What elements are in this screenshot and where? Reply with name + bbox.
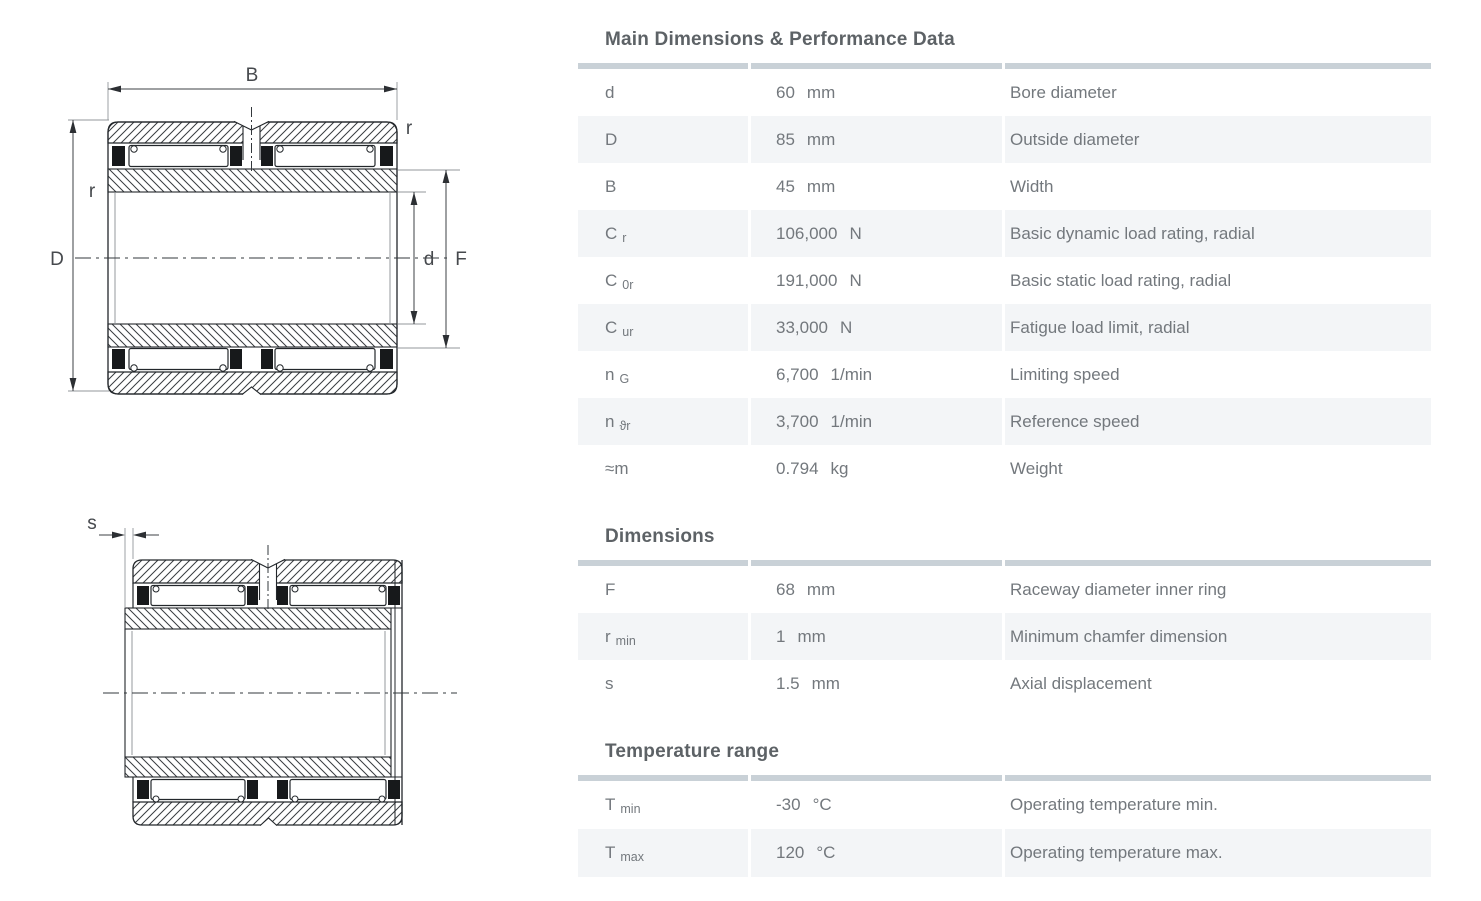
- seal-block: [380, 146, 393, 166]
- desc-text: Operating temperature min.: [1010, 795, 1218, 814]
- value-number: 106,000: [776, 223, 838, 243]
- value-unit: N: [849, 270, 862, 290]
- seal-block: [388, 780, 400, 799]
- section-title: Dimensions: [605, 526, 715, 547]
- param-cell: [578, 660, 748, 707]
- spec-table: [578, 566, 1431, 707]
- desc-cell: [1005, 445, 1431, 492]
- value-number: 85: [776, 129, 795, 149]
- seal-block: [261, 146, 273, 166]
- table-row: [578, 210, 1431, 257]
- seal-block: [261, 349, 273, 369]
- value-number: 191,000: [776, 270, 838, 290]
- desc-text: Width: [1010, 176, 1054, 196]
- value-number: -30: [776, 795, 801, 814]
- param-symbol: d: [605, 82, 615, 102]
- param-cell: [578, 69, 748, 116]
- needle-roller: [129, 349, 228, 370]
- dimension-label-r-left: r: [88, 181, 96, 202]
- section-title: Main Dimensions & Performance Data: [605, 29, 955, 50]
- value-cell: [751, 829, 1002, 877]
- needle-roller: [275, 146, 375, 167]
- desc-text: Basic static load rating, radial: [1010, 270, 1232, 290]
- needle-roller: [290, 780, 386, 800]
- value-cell: [751, 163, 1002, 210]
- desc-cell: [1005, 351, 1431, 398]
- value-cell: [751, 116, 1002, 163]
- desc-text: Weight: [1010, 458, 1063, 478]
- table-row: [578, 163, 1431, 210]
- desc-cell: [1005, 210, 1431, 257]
- section-main-dimensions: [578, 29, 1431, 492]
- dimension-label-d: d: [423, 249, 435, 270]
- param-symbol: n: [605, 364, 615, 384]
- table-row: [578, 566, 1431, 613]
- value-unit: mm: [806, 176, 836, 196]
- param-subscript: G: [619, 371, 630, 386]
- desc-cell: [1005, 613, 1431, 660]
- table-row: [578, 69, 1431, 116]
- param-symbol: n: [605, 411, 615, 431]
- table-row: [578, 257, 1431, 304]
- section-temperature-range: [578, 741, 1431, 877]
- value-number: 60: [776, 82, 795, 102]
- seal-block: [277, 586, 288, 605]
- seal-block: [230, 146, 242, 166]
- param-symbol: s: [605, 673, 614, 693]
- spec-panel: [578, 0, 1431, 877]
- section-dimensions: [578, 526, 1431, 707]
- param-cell: [578, 566, 748, 613]
- value-number: 6,700: [776, 364, 819, 384]
- needle-roller: [290, 586, 386, 606]
- desc-text: Raceway diameter inner ring: [1010, 579, 1227, 599]
- value-unit: 1/min: [830, 364, 873, 384]
- spec-table: [578, 781, 1431, 877]
- table-row: [578, 613, 1431, 660]
- param-subscript: min: [615, 633, 636, 648]
- table-row: [578, 116, 1431, 163]
- needle-roller: [129, 146, 228, 167]
- param-symbol: ≈m: [605, 458, 629, 478]
- param-symbol: T: [605, 795, 616, 814]
- desc-cell: [1005, 257, 1431, 304]
- param-subscript: 0r: [622, 277, 634, 292]
- seal-block: [388, 586, 400, 605]
- param-cell: [578, 304, 748, 351]
- seal-block: [380, 349, 393, 369]
- param-cell: [578, 257, 748, 304]
- value-cell: [751, 351, 1002, 398]
- value-cell: [751, 69, 1002, 116]
- value-unit: mm: [806, 129, 836, 149]
- value-unit: kg: [830, 458, 849, 478]
- param-symbol: D: [605, 129, 618, 149]
- param-subscript: ϑr: [619, 418, 631, 433]
- value-number: 3,700: [776, 411, 819, 431]
- dimension-label-D: D: [50, 249, 64, 270]
- param-subscript: r: [622, 230, 627, 245]
- desc-text: Operating temperature max.: [1010, 843, 1223, 862]
- table-row: [578, 445, 1431, 492]
- seal-block: [137, 586, 149, 605]
- value-cell: [751, 781, 1002, 829]
- value-unit: mm: [797, 626, 826, 646]
- seal-block: [277, 780, 288, 799]
- value-unit: °C: [812, 795, 832, 814]
- dimension-label-s: s: [87, 513, 97, 534]
- section-title: Temperature range: [605, 741, 780, 762]
- needle-roller: [151, 586, 245, 606]
- param-symbol: C: [605, 223, 618, 243]
- param-cell: [578, 781, 748, 829]
- dimension-label-B: B: [245, 65, 259, 86]
- param-symbol: r: [605, 626, 611, 646]
- param-cell: [578, 116, 748, 163]
- value-cell: [751, 304, 1002, 351]
- desc-text: Bore diameter: [1010, 82, 1117, 102]
- inner-ring-bottom: [125, 757, 391, 777]
- param-symbol: C: [605, 317, 618, 337]
- value-number: 68: [776, 579, 795, 599]
- value-unit: 1/min: [830, 411, 873, 431]
- value-number: 33,000: [776, 317, 828, 337]
- value-cell: [751, 566, 1002, 613]
- desc-cell: [1005, 69, 1431, 116]
- desc-text: Limiting speed: [1010, 364, 1120, 384]
- value-unit: mm: [806, 82, 836, 102]
- table-row: [578, 351, 1431, 398]
- param-cell: [578, 829, 748, 877]
- seal-block: [230, 349, 242, 369]
- dimension-label-r-right: r: [405, 118, 413, 139]
- param-cell: [578, 398, 748, 445]
- value-unit: mm: [806, 579, 836, 599]
- seal-block: [112, 146, 125, 166]
- param-subscript: max: [620, 850, 645, 864]
- desc-text: Axial displacement: [1010, 673, 1152, 693]
- seal-block: [247, 780, 258, 799]
- value-unit: N: [849, 223, 862, 243]
- dimension-label-F: F: [455, 249, 467, 270]
- inner-ring-top: [108, 169, 397, 192]
- param-subscript: min: [620, 802, 641, 816]
- seal-block: [112, 349, 125, 369]
- param-cell: [578, 445, 748, 492]
- value-unit: N: [840, 317, 853, 337]
- param-cell: [578, 351, 748, 398]
- table-row: [578, 398, 1431, 445]
- value-number: 0.794: [776, 458, 819, 478]
- inner-ring-top: [125, 608, 391, 629]
- desc-cell: [1005, 163, 1431, 210]
- bearing-cross-section-drawing: [30, 50, 480, 420]
- desc-text: Outside diameter: [1010, 129, 1140, 149]
- value-number: 45: [776, 176, 795, 196]
- desc-text: Basic dynamic load rating, radial: [1010, 223, 1255, 243]
- value-number: 120: [776, 843, 805, 862]
- value-cell: [751, 445, 1002, 492]
- desc-cell: [1005, 781, 1431, 829]
- value-number: 1.5: [776, 673, 800, 693]
- value-cell: [751, 210, 1002, 257]
- table-row: [578, 781, 1431, 829]
- param-cell: [578, 163, 748, 210]
- seal-block: [137, 780, 149, 799]
- value-number: 1: [776, 626, 786, 646]
- desc-cell: [1005, 660, 1431, 707]
- desc-cell: [1005, 398, 1431, 445]
- inner-ring-bottom: [108, 324, 397, 347]
- value-unit: °C: [816, 843, 836, 862]
- param-subscript: ur: [622, 324, 634, 339]
- needle-roller: [275, 349, 375, 370]
- table-row: [578, 660, 1431, 707]
- seal-block: [247, 586, 258, 605]
- param-symbol: T: [605, 843, 616, 862]
- value-cell: [751, 257, 1002, 304]
- param-symbol: C: [605, 270, 618, 290]
- desc-cell: [1005, 829, 1431, 877]
- desc-text: Reference speed: [1010, 411, 1140, 431]
- param-cell: [578, 613, 748, 660]
- desc-cell: [1005, 566, 1431, 613]
- bearing-displacement-drawing: [55, 495, 485, 855]
- param-symbol: F: [605, 579, 616, 599]
- value-unit: mm: [811, 673, 840, 693]
- param-symbol: B: [605, 176, 617, 196]
- table-row: [578, 304, 1431, 351]
- value-cell: [751, 660, 1002, 707]
- desc-cell: [1005, 116, 1431, 163]
- desc-text: Minimum chamfer dimension: [1010, 626, 1228, 646]
- param-cell: [578, 210, 748, 257]
- desc-text: Fatigue load limit, radial: [1010, 317, 1190, 337]
- value-cell: [751, 613, 1002, 660]
- table-row: [578, 829, 1431, 877]
- spec-table: [578, 69, 1431, 492]
- needle-roller: [151, 780, 245, 800]
- value-cell: [751, 398, 1002, 445]
- desc-cell: [1005, 304, 1431, 351]
